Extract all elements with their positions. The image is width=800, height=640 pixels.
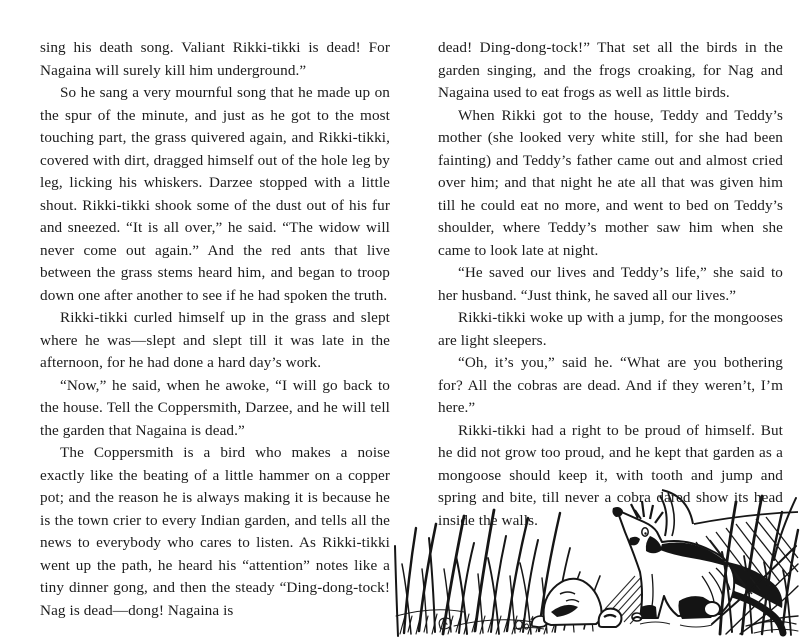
mongoose-in-grass-illustration <box>394 466 800 640</box>
mongoose-hock <box>704 602 720 616</box>
book-paragraph: Rikki-tikki woke up with a jump, for the mongooses are light sleepers. <box>438 309 783 349</box>
book-paragraph: The Coppersmith is a bird who makes a noise exactly like the beating of a little hammer on a copper pot; and the reason he is always making it is because he is the town crier to every Indian garden, and tells all the news to everybody who cares to listen. As Rikki-tikki went up the path, he heard his “attention” notes like a tiny dinner gong, and then the steady “Ding-dong-tock! Nag is dead—dong! Nagaina is <box>40 444 390 619</box>
mongoose-eye <box>642 528 648 536</box>
book-paragraph: When Rikki got to the house, Teddy and Teddy’s mother (she looked very white still, for she had been fainting) and Teddy’s father came out and almost cried over him; and that night he ate all that was given him till he could eat no more, and went to bed on Teddy’s shoulder, where Teddy’s mother saw him when she came to look late at night. <box>438 106 783 259</box>
mongoose-front-paw <box>641 605 657 619</box>
right-page-text-column <box>438 37 783 532</box>
book-paragraph: “He saved our lives and Teddy’s life,” she said to her husband. “Just think, he saved all our lives.” <box>438 264 783 304</box>
book-paragraph: Rikki-tikki had a right to be proud of himself. But he did not grow too proud, and he kept that garden as a mongoose should keep it, with tooth and jump and spring and bite, till never a cobra dared show its head inside the walls. <box>438 421 783 529</box>
book-paragraph: dead! Ding-dong-tock!” That set all the birds in the garden singing, and the frogs croaking, for Nag and Nagaina used to eat frogs as well as little birds. <box>438 39 783 101</box>
book-paragraph: “Oh, it’s you,” said he. “What are you bothering for? All the cobras are dead. And if they weren’t, I’m here.” <box>438 354 783 416</box>
book-paragraph: Rikki-tikki curled himself up in the grass and slept where he was—slept and slept till it was late in the afternoon, for he had done a hard day’s work. <box>40 309 390 371</box>
mongoose <box>612 490 783 633</box>
book-paragraph: sing his death song. Valiant Rikki-tikki is dead! For Nagaina will surely kill him underground.” <box>40 39 390 79</box>
book-paragraph: “Now,” he said, when he awoke, “I will go back to the house. Tell the Coppersmith, Darzee, and he will tell the garden that Nagaina is dead.” <box>40 376 390 439</box>
left-page-text-column <box>40 37 390 622</box>
book-paragraph: So he sang a very mournful song that he made up on the spur of the minute, and just as he got to the most touching part, the grass quivered again, and Rikki-tikki, covered with dirt, dragged himself out of the hole leg by leg, licking his whiskers. Darzee stopped with a little shout. Rikki-tikki shook some of the dust out of his fur and sneezed. “It is all over,” he said. “The widow will never come out again.” And the red ants that live between the grass stems heard him, and began to troop down one after another to see if he had spoken the truth. <box>40 84 390 304</box>
